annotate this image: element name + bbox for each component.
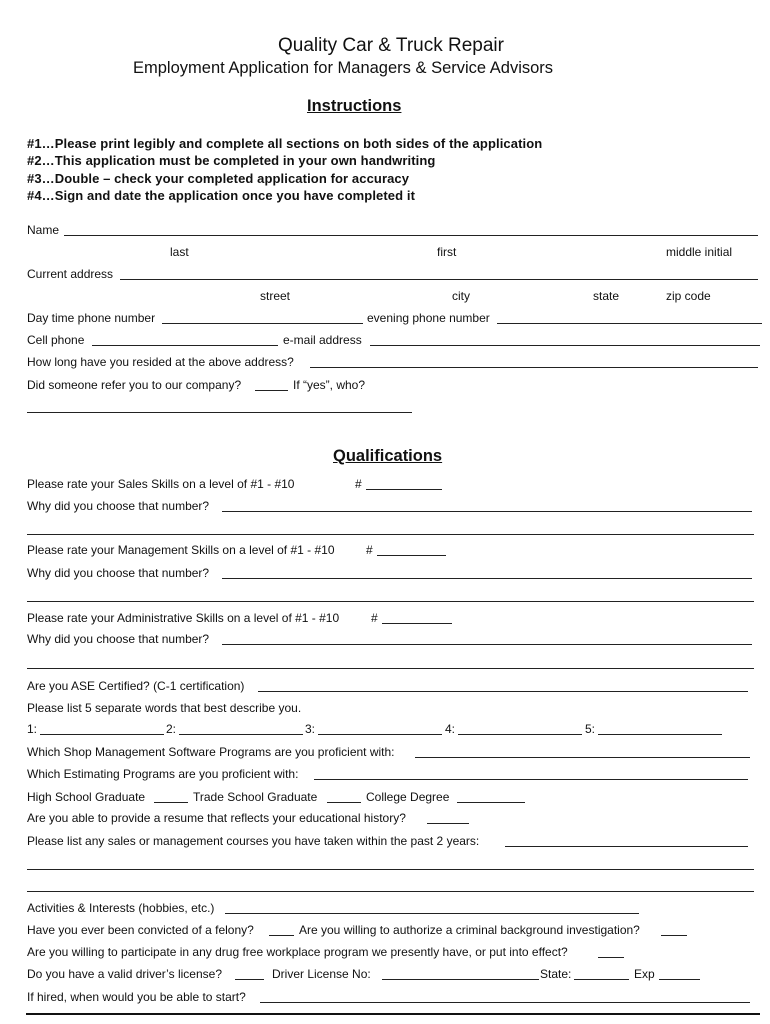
start-date-field[interactable]	[260, 1002, 750, 1003]
instruction-item: #4…Sign and date the application once you have completed it	[27, 188, 416, 203]
day-phone-field[interactable]	[162, 323, 363, 324]
instructions-heading: Instructions	[307, 97, 402, 115]
admin-why-label: Why did you choose that number?	[27, 632, 210, 646]
company-name: Quality Car & Truck Repair	[278, 35, 504, 56]
drug-free-field[interactable]	[598, 957, 624, 958]
word-3-field[interactable]	[318, 734, 442, 735]
word-1-number: 1:	[27, 722, 38, 736]
evening-phone-field[interactable]	[497, 323, 762, 324]
address-field[interactable]	[120, 279, 758, 280]
word-4-number: 4:	[445, 722, 456, 736]
sales-why-field[interactable]	[222, 511, 752, 512]
background-check-label: Are you willing to authorize a criminal background investigation?	[299, 923, 640, 937]
background-check-field[interactable]	[661, 935, 687, 936]
license-state-field[interactable]	[574, 979, 629, 980]
page-bottom-rule	[26, 1013, 760, 1015]
management-rating-field[interactable]	[377, 555, 446, 556]
ase-label: Are you ASE Certified? (C-1 certification)	[27, 679, 245, 693]
word-4-field[interactable]	[458, 734, 582, 735]
admin-rating-label: Please rate your Administrative Skills on a level of #1 - #10	[27, 611, 340, 625]
management-why-field-2[interactable]	[27, 601, 754, 602]
word-5-number: 5:	[585, 722, 596, 736]
license-number-field[interactable]	[382, 979, 539, 980]
name-middle-caption: middle initial	[666, 245, 733, 259]
activities-field[interactable]	[225, 913, 639, 914]
address-label: Current address	[27, 267, 114, 281]
qualifications-heading: Qualifications	[333, 447, 443, 465]
courses-field[interactable]	[505, 846, 748, 847]
felony-label: Have you ever been convicted of a felony?	[27, 923, 254, 937]
license-exp-label: Exp	[634, 967, 655, 981]
trade-school-field[interactable]	[327, 802, 361, 803]
name-first-caption: first	[437, 245, 457, 259]
resume-field[interactable]	[427, 823, 469, 824]
name-last-caption: last	[170, 245, 189, 259]
license-label: Do you have a valid driver’s license?	[27, 967, 222, 981]
software-field[interactable]	[415, 757, 750, 758]
day-phone-label: Day time phone number	[27, 311, 156, 325]
drug-free-label: Are you willing to participate in any drug free workplace program we presently have, or put into effect?	[27, 945, 568, 959]
instruction-item: #3…Double – check your completed application for accuracy	[27, 171, 410, 186]
sales-rating-field[interactable]	[366, 489, 442, 490]
name-field[interactable]	[64, 235, 758, 236]
address-state-caption: state	[593, 289, 620, 303]
sales-why-field-2[interactable]	[27, 534, 754, 535]
license-exp-field[interactable]	[659, 979, 700, 980]
admin-rating-field[interactable]	[382, 623, 452, 624]
instruction-item: #2…This application must be completed in your own handwriting	[27, 153, 436, 168]
start-date-label: If hired, when would you be able to start?	[27, 990, 246, 1004]
estimating-label: Which Estimating Programs are you proficient with:	[27, 767, 299, 781]
resided-field[interactable]	[310, 367, 758, 368]
management-why-field[interactable]	[222, 578, 752, 579]
estimating-field[interactable]	[314, 779, 748, 780]
admin-why-field[interactable]	[222, 644, 752, 645]
license-state-label: State:	[540, 967, 572, 981]
email-field[interactable]	[370, 345, 760, 346]
license-number-label: Driver License No:	[272, 967, 371, 981]
email-label: e-mail address	[283, 333, 362, 347]
management-hash: #	[366, 543, 373, 557]
refer-label: Did someone refer you to our company?	[27, 378, 242, 392]
management-rating-label: Please rate your Management Skills on a level of #1 - #10	[27, 543, 335, 557]
courses-label: Please list any sales or management courses you have taken within the past 2 years:	[27, 834, 480, 848]
courses-field-3[interactable]	[27, 891, 754, 892]
address-city-caption: city	[452, 289, 470, 303]
address-street-caption: street	[260, 289, 291, 303]
sales-why-label: Why did you choose that number?	[27, 499, 210, 513]
admin-why-field-2[interactable]	[27, 668, 754, 669]
college-degree-field[interactable]	[457, 802, 525, 803]
courses-field-2[interactable]	[27, 869, 754, 870]
management-why-label: Why did you choose that number?	[27, 566, 210, 580]
resided-label: How long have you resided at the above address?	[27, 355, 294, 369]
word-5-field[interactable]	[598, 734, 722, 735]
refer-who-field[interactable]	[27, 412, 412, 413]
refer-who-label: If “yes”, who?	[293, 378, 366, 392]
word-1-field[interactable]	[40, 734, 164, 735]
college-degree-label: College Degree	[366, 790, 450, 804]
name-label: Name	[27, 223, 60, 237]
activities-label: Activities & Interests (hobbies, etc.)	[27, 901, 215, 915]
form-title: Employment Application for Managers & Service Advisors	[133, 59, 554, 77]
software-label: Which Shop Management Software Programs are you proficient with:	[27, 745, 395, 759]
felony-field[interactable]	[269, 935, 294, 936]
admin-hash: #	[371, 611, 378, 625]
cell-phone-label: Cell phone	[27, 333, 85, 347]
evening-phone-label: evening phone number	[367, 311, 490, 325]
sales-hash: #	[355, 477, 362, 491]
address-zip-caption: zip code	[666, 289, 711, 303]
sales-rating-label: Please rate your Sales Skills on a level of #1 - #10	[27, 477, 295, 491]
refer-field[interactable]	[255, 390, 288, 391]
five-words-label: Please list 5 separate words that best describe you.	[27, 701, 302, 715]
instruction-item: #1…Please print legibly and complete all sections on both sides of the application	[27, 136, 543, 151]
license-field[interactable]	[235, 979, 264, 980]
high-school-label: High School Graduate	[27, 790, 146, 804]
word-3-number: 3:	[305, 722, 316, 736]
resume-label: Are you able to provide a resume that reflects your educational history?	[27, 811, 406, 825]
word-2-number: 2:	[166, 722, 177, 736]
word-2-field[interactable]	[179, 734, 303, 735]
ase-field[interactable]	[258, 691, 748, 692]
cell-phone-field[interactable]	[92, 345, 278, 346]
trade-school-label: Trade School Graduate	[193, 790, 318, 804]
high-school-field[interactable]	[154, 802, 188, 803]
